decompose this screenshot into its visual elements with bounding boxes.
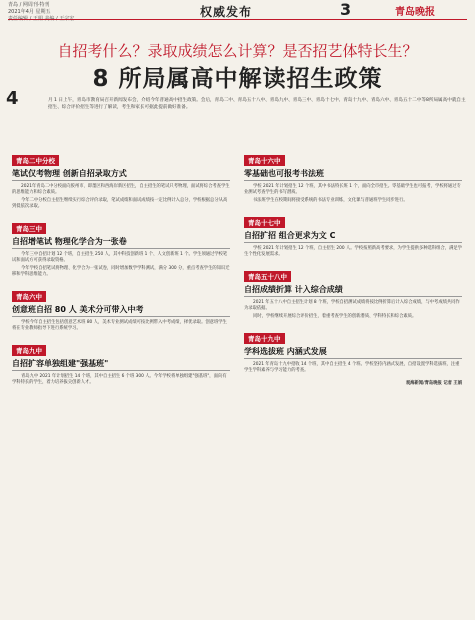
school-section <box>244 326 462 374</box>
section-headline: 学科选拔班 内涵式发展 <box>244 346 462 359</box>
school-section <box>12 216 230 278</box>
left-column <box>12 148 230 392</box>
page-number: 3 <box>340 0 352 19</box>
newspaper-logo: 青岛晚报 <box>395 7 435 18</box>
page-header <box>0 0 475 20</box>
body-paragraph: 学校 2021 年计划招生 12 个班，其中书法特长班 1 个，面向全市招生。零基础学生也可报考，学校将通过专业测试考查学生的书写潜质。 <box>244 184 461 195</box>
body-paragraph: 今年学校自招笔试将物理、化学合为一张试卷，同时增加数学学科测试，满分 300 分，重点考查学生的知识迁移和学科思维能力。 <box>12 266 230 277</box>
school-section <box>244 264 462 320</box>
school-section <box>12 284 230 332</box>
school-name-tag: 青岛五十八中 <box>244 271 291 282</box>
school-name-tag: 青岛三中 <box>12 223 46 234</box>
school-name-tag: 青岛十六中 <box>244 155 285 166</box>
section-headline: 自招增笔试 物理化学合为一张卷 <box>12 236 230 249</box>
body-paragraph: 2021 年青岛十九中招收 14 个班，其中自主招生 4 个班。学校坚持内涵式发展，自招设置学科选拔班，注重学生学科素养与学习能力的考查。 <box>244 362 460 373</box>
school-name-tag: 青岛十七中 <box>244 217 285 228</box>
school-section <box>12 338 230 386</box>
body-paragraph: 学校 2021 年计划招生 12 个班，自主招生 200 人。学校按照新高考要求，为学生提供多种选科组合，满足学生个性化发展需求。 <box>244 246 462 257</box>
body-paragraph: 学校今年自主招生包括创意艺术班 80 人，美术专业测试成绩可按比例带入中考成绩，择优录取。创意班学生将在专业教师指导下进行系统学习。 <box>12 320 227 331</box>
right-column <box>244 148 462 386</box>
body-paragraph: 今年二中分校自主招生继续实行综合评价录取，笔试成绩和面试成绩按一定比例计入总分，学校根据总分从高到低依次录取。 <box>12 198 228 209</box>
lead-paragraph <box>6 88 468 111</box>
school-name-tag: 青岛二中分校 <box>12 155 59 166</box>
school-name-tag: 青岛六中 <box>12 291 46 302</box>
school-section <box>244 210 462 258</box>
paper-line1: 青岛 / 网周刊·特刊 <box>8 2 50 8</box>
header-rule <box>8 19 467 20</box>
section-headline: 自招扩招 组合更求为文 C <box>244 230 462 243</box>
section-headline: 笔试仅考物理 创新自招录取方式 <box>12 168 230 181</box>
body-paragraph: 2021 年五十八中自主招生计划 8 个班，学校自招测试成绩将按比例折算后计入综合成绩，与中考成绩共同作为录取依据。 <box>244 300 460 311</box>
body-paragraph: 书法班学生在校期间将接受系统的书法专业训练，文化课与普通班学生同步进行。 <box>253 198 408 203</box>
school-name-tag: 青岛十九中 <box>244 333 285 344</box>
drop-cap: 4 <box>6 88 19 109</box>
section-headline: 创意班自招 80 人 美术分可带入中考 <box>12 304 230 317</box>
school-name-tag: 青岛九中 <box>12 345 46 356</box>
body-paragraph: 青岛九中 2021 年计划招生 14 个班，其中自主招生 6 个班 300 人。今年学校将单独组建"强基班"，面向有学科特长的学生，着力培养拔尖创新人才。 <box>12 374 227 385</box>
article-subtitle: 自招考什么？录取成绩怎么计算？是否招艺体特长生？ <box>57 42 418 60</box>
section-headline: 自招扩容单独组建"强基班" <box>12 358 230 371</box>
body-paragraph: 同时，学校继续开展综合评价招生，着重考查学生的创新潜质、学科特长和综合素质。 <box>253 314 417 319</box>
body-paragraph: 2021年青岛二中分校面向胶州市、即墨区和西海岸新区招生，自主招生的笔试只考物理，面试将综合考查学生的思维能力和综合素质。 <box>12 184 230 195</box>
school-section <box>12 148 230 210</box>
school-section <box>244 148 462 204</box>
section-headline: 自招成绩折算 计入综合成绩 <box>244 284 462 297</box>
paper-line2: 2021年4月 星期五 <box>8 9 51 15</box>
article-title: 8 所局属高中解读招生政策 <box>92 66 383 92</box>
section-title: 权威发布 <box>200 5 253 19</box>
section-headline: 零基础也可报考书法班 <box>244 168 462 181</box>
body-paragraph: 今年三中自招计划 12 个班，自主招生 250 人，其中科技创新班 1 个、人文创新班 1 个。学生须通过学校笔试和面试方可获得录取资格。 <box>12 252 228 263</box>
lead-text: 月 1 日上午，青岛市教育局召开新闻发布会，介绍今年普通高中招生政策。会后，青岛二中、青岛五十八中、青岛九中、青岛三中、青岛十七中、青岛十九中、青岛六中、青岛五十二中等8所局属高中就自主招生、综合评价招生等进行了解读，考生和家长可据此提前做好准备。 <box>48 98 466 110</box>
byline: 观海新闻/青岛晚报 记者 王娟 <box>405 381 462 386</box>
